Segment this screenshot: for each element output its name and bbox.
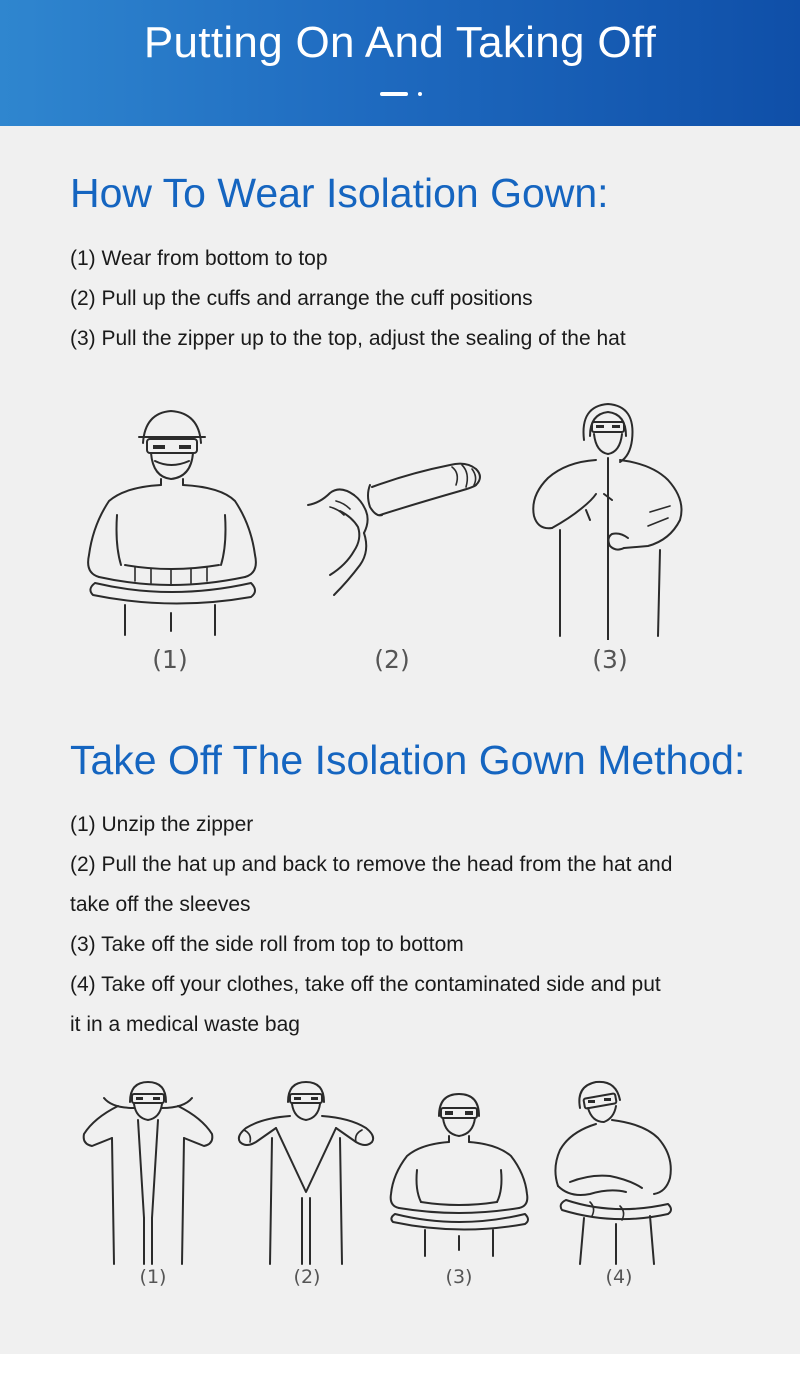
wear-illustration-2 bbox=[300, 455, 490, 605]
takeoff-figure-label-1: (1) bbox=[139, 1266, 167, 1288]
wear-figure-label-3: (3) bbox=[592, 645, 628, 674]
wear-heading: How To Wear Isolation Gown: bbox=[70, 170, 609, 216]
takeoff-step: it in a medical waste bag bbox=[70, 1013, 300, 1036]
wear-steps-list bbox=[70, 239, 750, 359]
wear-step: (3) Pull the zipper up to the top, adjust the sealing of the hat bbox=[70, 327, 626, 350]
header-banner bbox=[0, 0, 800, 126]
takeoff-illustration-4 bbox=[550, 1078, 680, 1268]
wear-figure-label-2: (2) bbox=[374, 645, 410, 674]
takeoff-heading: Take Off The Isolation Gown Method: bbox=[70, 737, 746, 783]
takeoff-step: (1) Unzip the zipper bbox=[70, 813, 254, 836]
wear-step: (1) Wear from bottom to top bbox=[70, 247, 328, 270]
takeoff-illustration-1 bbox=[78, 1078, 218, 1268]
takeoff-figure-label-3: (3) bbox=[445, 1266, 473, 1288]
takeoff-step: (4) Take off your clothes, take off the contaminated side and put bbox=[70, 973, 661, 996]
takeoff-figure-label-4: (4) bbox=[605, 1266, 633, 1288]
takeoff-steps-list bbox=[70, 805, 750, 1045]
takeoff-step: (2) Pull the hat up and back to remove the head from the hat and bbox=[70, 853, 673, 876]
takeoff-step: take off the sleeves bbox=[70, 893, 251, 916]
wear-figure-label-1: (1) bbox=[152, 645, 188, 674]
wear-illustration-3 bbox=[520, 400, 695, 640]
takeoff-figure-label-2: (2) bbox=[293, 1266, 321, 1288]
takeoff-step: (3) Take off the side roll from top to bottom bbox=[70, 933, 464, 956]
takeoff-illustration-3 bbox=[385, 1090, 535, 1260]
title-underline-dot bbox=[418, 92, 422, 96]
wear-step: (2) Pull up the cuffs and arrange the cuff positions bbox=[70, 287, 533, 310]
title-underline-dash bbox=[380, 92, 408, 96]
takeoff-illustration-2 bbox=[232, 1078, 380, 1268]
page-title: Putting On And Taking Off bbox=[143, 18, 657, 67]
wear-illustration-1 bbox=[75, 405, 265, 640]
